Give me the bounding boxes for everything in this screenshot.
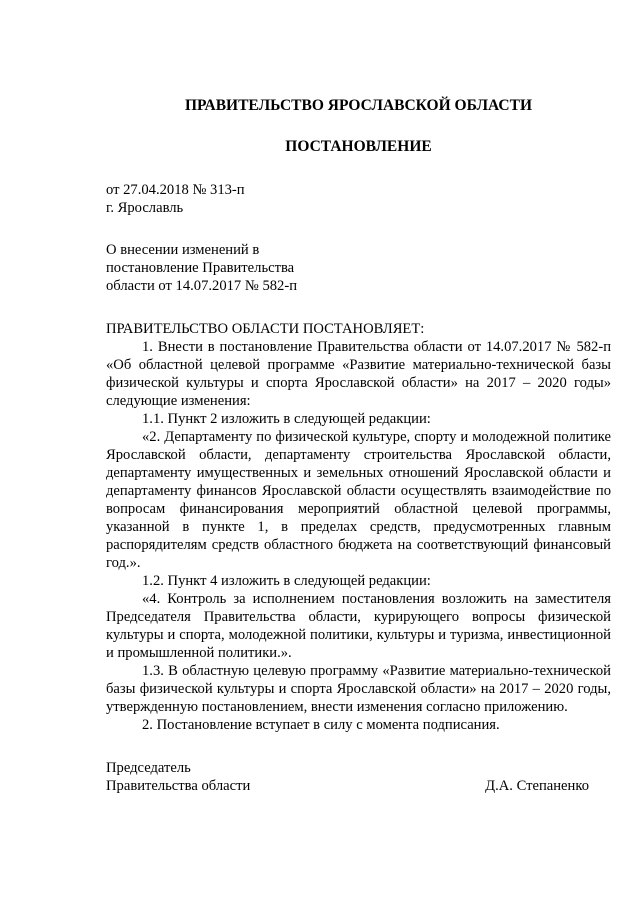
signatory-name: Д.А. Степаненко [485,778,589,794]
paragraph-item-1-1-text: «2. Департаменту по физической культуре, спорту и молодежной политике Ярославской области, департаменту строительства Ярославской области, департаменту имущественных и земельных отношений Ярославской области и департаменту финансов Ярославской области осуществлять взаимодействие по вопросам финансирования мероприятий областной целевой программы, указанной в пункте 1, в пределах средств, предусмотренных главным распорядителям средств областного бюджета на соответствующий финансовый год.». [106,429,611,571]
subject-line-2: постановление Правительства [106,260,295,276]
government-title: ПРАВИТЕЛЬСТВО ЯРОСЛАВСКОЙ ОБЛАСТИ [184,97,533,114]
signature-position-line-1: Председатель [106,760,191,776]
signature-position-line-2: Правительства области [106,778,251,794]
subject-line-1: О внесении изменений в [106,242,260,258]
resolution-body [106,320,611,734]
paragraph-item-1-2: 1.2. Пункт 4 изложить в следующей редакции: [142,573,431,589]
signature-block [106,759,589,795]
document-date-number: от 27.04.2018 № 313-п [106,182,245,198]
paragraph-item-1-1: 1.1. Пункт 2 изложить в следующей редакции: [142,411,431,427]
signature-row [106,777,589,795]
paragraph-item-1-2-text: «4. Контроль за исполнением постановления возложить на заместителя Председателя Правительства области, курирующего вопросы физической культуры и спорта, молодежной политики, культуры и туризма, инвестиционной и промышленной политики.». [106,591,611,661]
document-type-title: ПОСТАНОВЛЕНИЕ [285,138,432,155]
document-city: г. Ярославль [106,200,184,216]
subject-line-3: области от 14.07.2017 № 582-п [106,278,298,294]
paragraph-item-2: 2. Постановление вступает в силу с момента подписания. [142,717,500,733]
paragraph-item-1-3: 1.3. В областную целевую программу «Развитие материально-технической базы физической культуры и спорта Ярославской области» на 2017 – 2020 годы, утвержденную постановлением, внести изменения согласно приложению. [106,663,611,715]
paragraph-item-1: 1. Внести в постановление Правительства области от 14.07.2017 № 582-п «Об областной целевой программе «Развитие материально-технической базы физической культуры и спорта Ярославской области» на 2017 – 2020 годы» следующие изменения: [106,339,611,409]
resolution-heading: ПРАВИТЕЛЬСТВО ОБЛАСТИ ПОСТАНОВЛЯЕТ: [106,321,425,337]
